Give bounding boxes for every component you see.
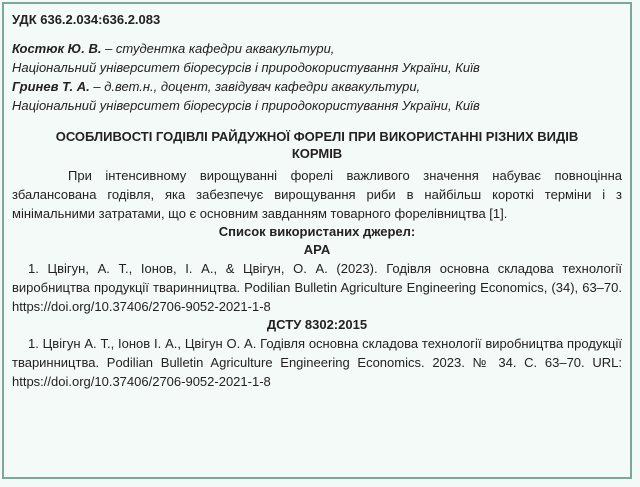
apa-heading: APA	[303, 242, 331, 257]
author-name-1: Костюк Ю. В.	[12, 41, 102, 56]
document-frame	[2, 2, 632, 479]
article-title: ОСОБЛИВОСТІ ГОДІВЛІ РАЙДУЖНОЇ ФОРЕЛІ ПРИ ВИКОРИСТАННІ РІЗНИХ ВИДІВ КОРМІВ	[55, 129, 579, 161]
abstract-paragraph: При інтенсивному вирощуванні форелі важливого значення набуває повноцінна збалансована годівля, яка забезпечує вирощування риби в найбільш короткі терміни і з мінімальними затратами, що є основним завданням товарного форелівництва [1].	[12, 168, 622, 221]
udk-code: УДК 636.2.034:636.2.083	[12, 12, 161, 27]
apa-reference: 1. Цвігун, А. Т., Іонов, І. А., & Цвігун, О. А. (2023). Годівля основна складова технології виробництва продукції тваринництва. Podilian Bulletin Agriculture Engineering Economics, (34), 63–70. https://doi.org/10.37406/2706-9052-2021-1-8	[12, 261, 622, 314]
author-block-1	[12, 39, 622, 77]
author-name-2: Гринев Т. А.	[12, 79, 90, 94]
author-role-1: – студентка кафедри аквакультури,	[101, 41, 335, 56]
author-block-2	[12, 77, 622, 115]
author-affiliation-2: Національний університет біоресурсів і природокористування України, Київ	[12, 98, 480, 113]
dstu-heading: ДСТУ 8302:2015	[266, 317, 368, 332]
dstu-reference: 1. Цвігун А. Т., Іонов І. А., Цвігун О. А. Годівля основна складова технології виробництва продукції тваринництва. Podilian Bulletin Agriculture Engineering Economics. 2023. № 34. С. 63–70. URL: https://doi.org/10.37406/2706-9052-2021-1-8	[12, 336, 622, 389]
author-affiliation-1: Національний університет біоресурсів і природокористування України, Київ	[12, 60, 480, 75]
references-heading: Список використаних джерел:	[218, 224, 416, 239]
author-role-2: – д.вет.н., доцент, завідувач кафедри аквакультури,	[89, 79, 421, 94]
